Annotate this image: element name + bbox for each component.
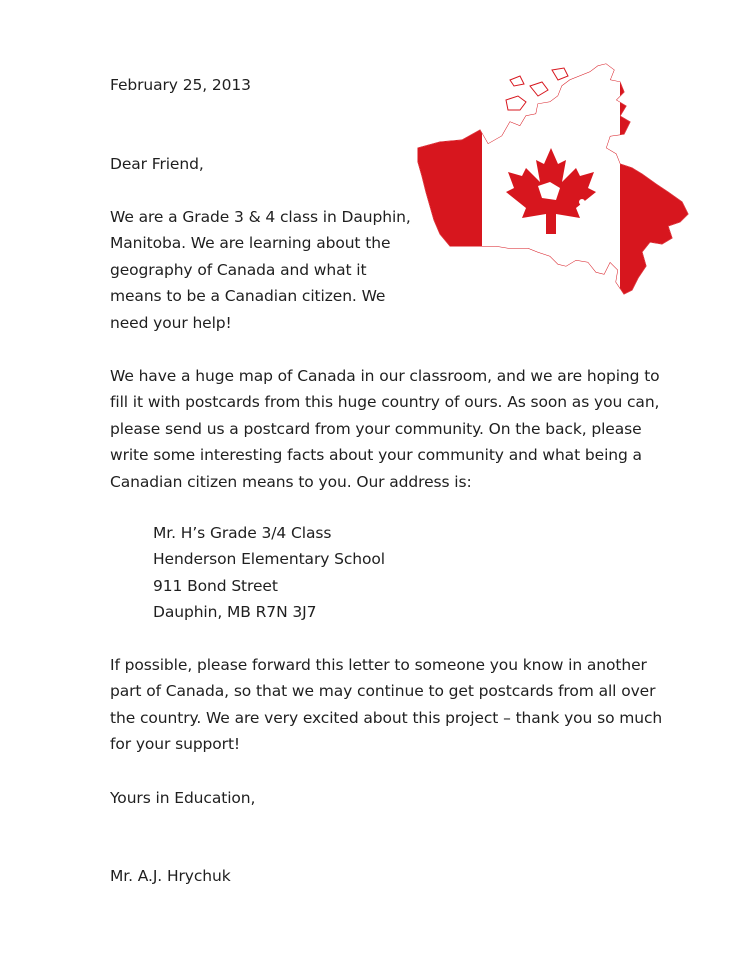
paragraph-intro-line: We are a Grade 3 & 4 class in Dauphin,	[110, 208, 411, 226]
paragraph-forward-line: for your support!	[110, 735, 241, 754]
paragraph-request-line: Canadian citizen means to you. Our address is:	[110, 472, 472, 491]
letter-closing: Yours in Education,	[110, 789, 256, 807]
paragraph-request-line: We have a huge map of Canada in our classroom, and we are hoping to	[110, 367, 660, 385]
address-line: 911 Bond Street	[153, 576, 278, 595]
paragraph-intro-line: means to be a Canadian citizen. We	[110, 287, 386, 306]
address-line: Dauphin, MB R7N 3J7	[153, 603, 317, 622]
paragraph-intro-line: geography of Canada and what it	[110, 260, 367, 279]
address-line: Henderson Elementary School	[153, 550, 385, 569]
address-line: Mr. H’s Grade 3/4 Class	[153, 524, 332, 542]
paragraph-intro-line: Manitoba. We are learning about the	[110, 234, 391, 253]
letter-greeting: Dear Friend,	[110, 155, 204, 173]
canada-flag-map-icon	[410, 56, 692, 298]
paragraph-intro-line: need your help!	[110, 313, 232, 332]
letter-signature: Mr. A.J. Hrychuk	[110, 867, 231, 885]
paragraph-forward-line: If possible, please forward this letter to someone you know in another	[110, 656, 647, 674]
paragraph-request-line: write some interesting facts about your community and what being a	[110, 446, 642, 465]
paragraph-forward-line: the country. We are very excited about this project – thank you so much	[110, 708, 663, 727]
paragraph-forward-line: part of Canada, so that we may continue to get postcards from all over	[110, 682, 656, 701]
letter-date: February 25, 2013	[110, 76, 251, 94]
paragraph-request-line: please send us a postcard from your community. On the back, please	[110, 419, 642, 438]
paragraph-request-line: fill it with postcards from this huge country of ours. As soon as you can,	[110, 393, 660, 412]
